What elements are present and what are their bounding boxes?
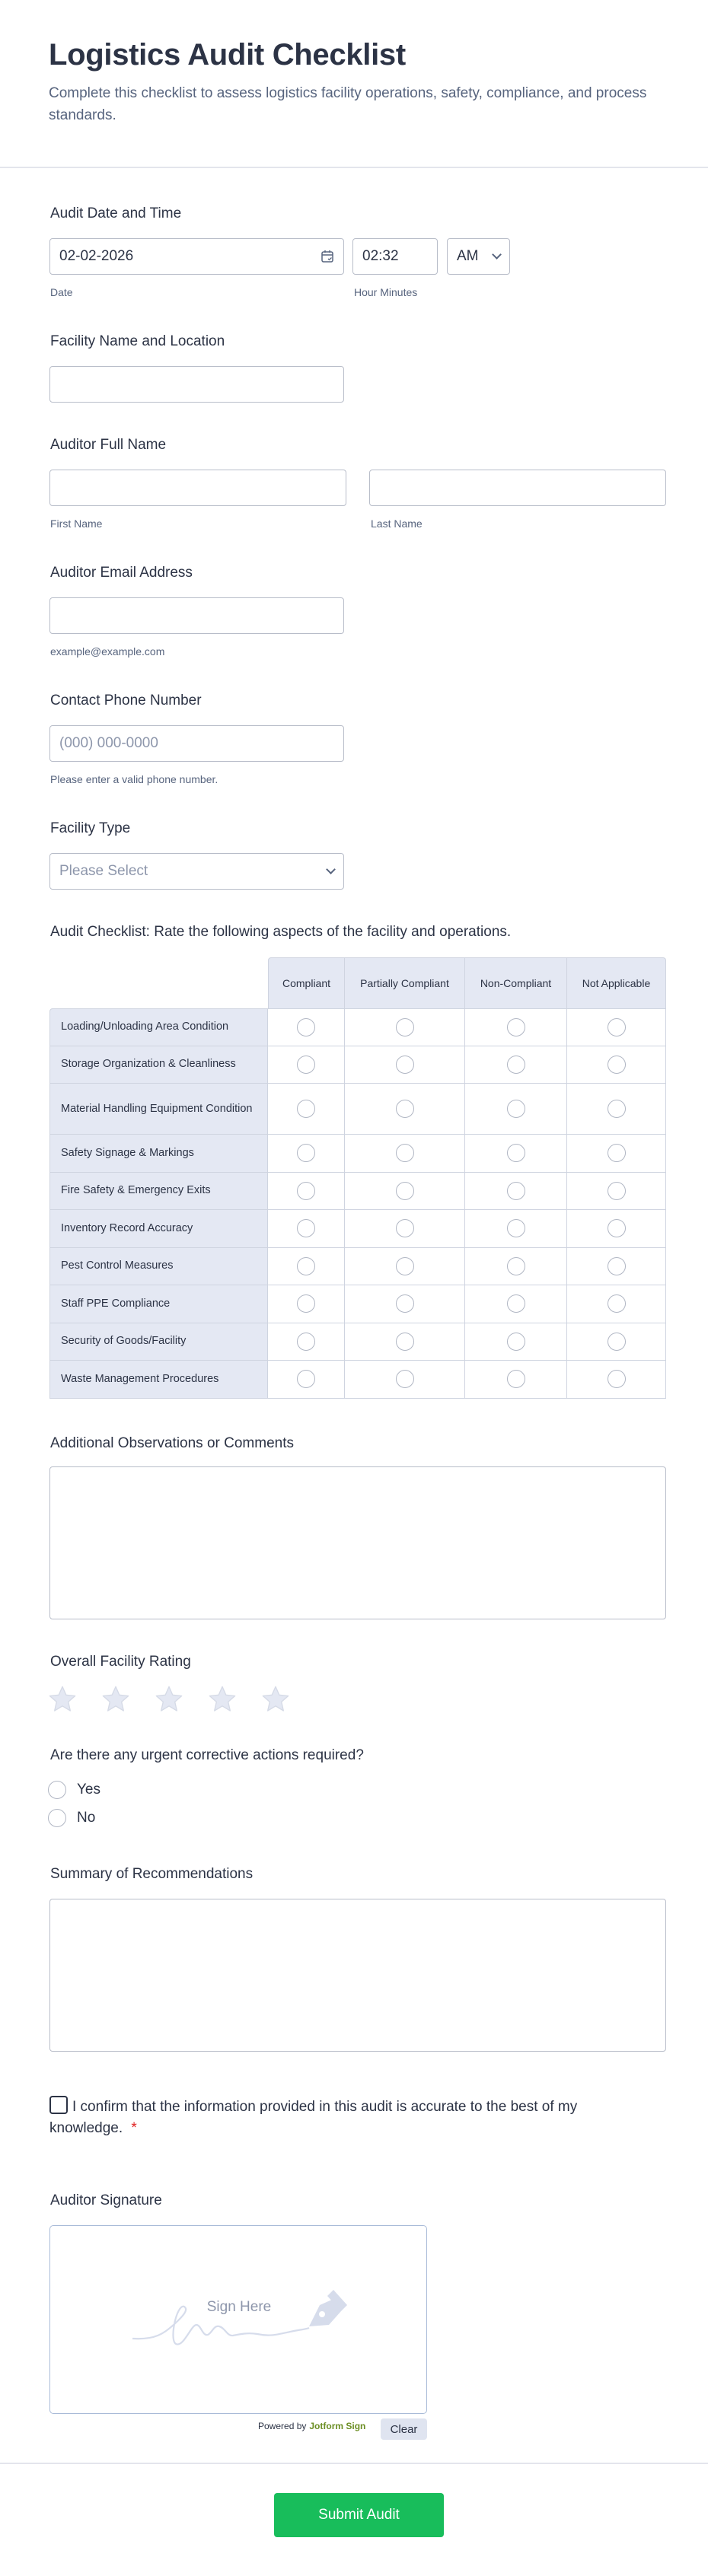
matrix-radio[interactable] [507,1182,525,1200]
auditor-name-label: Auditor Full Name [50,437,167,453]
page-title: Logistics Audit Checklist [49,38,406,72]
sign-here-text: Sign Here [206,2299,272,2315]
row-label: Safety Signage & Markings [49,1135,268,1173]
facility-name-label: Facility Name and Location [50,333,225,349]
summary-label: Summary of Recommendations [50,1866,254,1882]
matrix-cell [465,1084,567,1135]
matrix-cell [567,1361,666,1399]
column-header: Non-Compliant [465,957,567,1008]
audit-datetime-label: Audit Date and Time [50,205,182,221]
jotform-sign-brand[interactable]: Jotform Sign [309,2421,366,2431]
matrix-radio[interactable] [297,1100,315,1118]
matrix-row [49,1248,666,1286]
chevron-down-icon [326,865,336,874]
signature-label: Auditor Signature [50,2192,162,2208]
matrix-radio[interactable] [608,1018,626,1036]
matrix-cell [465,1173,567,1211]
phone-label: Contact Phone Number [50,693,202,708]
matrix-radio[interactable] [396,1257,414,1275]
matrix-radio[interactable] [608,1100,626,1118]
matrix-cell [268,1210,345,1248]
matrix-radio[interactable] [396,1144,414,1162]
matrix-radio[interactable] [297,1018,315,1036]
row-label: Loading/Unloading Area Condition [49,1008,268,1046]
matrix-cell [345,1084,465,1135]
matrix-radio[interactable] [396,1333,414,1351]
matrix-cell [345,1008,465,1046]
matrix-row [49,1046,666,1084]
matrix-row [49,1135,666,1173]
matrix-radio[interactable] [507,1144,525,1162]
phone-sublabel: Please enter a valid phone number. [50,773,218,785]
page-subtitle: Complete this checklist to assess logistics facility operations, safety, compliance, and process standards. [49,85,647,123]
radio-yes[interactable] [48,1781,66,1799]
ampm-value: AM [457,248,479,264]
matrix-cell [268,1173,345,1211]
required-mark: * [131,2120,137,2136]
row-label: Security of Goods/Facility [49,1323,268,1361]
matrix-radio[interactable] [507,1056,525,1074]
checklist-label: Audit Checklist: Rate the following aspects of the facility and operations. [50,924,512,940]
summary-textarea[interactable] [49,1899,666,2052]
confirm-checkbox-row[interactable] [49,2096,582,2139]
last-name-input[interactable] [369,470,666,506]
star-icon[interactable] [154,1684,184,1715]
facility-type-selected: Please Select [59,863,148,879]
row-label: Pest Control Measures [49,1248,268,1286]
row-label: Material Handling Equipment Condition [49,1084,268,1135]
column-header: Partially Compliant [345,957,465,1008]
time-sublabel: Hour Minutes [354,286,418,298]
matrix-cell [567,1248,666,1286]
matrix-row [49,1173,666,1211]
matrix-corner [49,957,268,1008]
powered-by-text: Powered by [258,2421,307,2431]
facility-name-input[interactable] [49,366,344,403]
date-value: 02-02-2026 [59,248,134,264]
matrix-row [49,1323,666,1361]
facility-type-select[interactable] [49,853,344,890]
email-input[interactable] [49,597,344,634]
matrix-cell [268,1285,345,1323]
star-icon[interactable] [47,1684,78,1715]
matrix-radio[interactable] [608,1219,626,1237]
matrix-radio[interactable] [608,1182,626,1200]
audit-checklist-matrix [49,957,666,1399]
star-icon[interactable] [100,1684,131,1715]
row-label: Fire Safety & Emergency Exits [49,1173,268,1211]
matrix-cell [567,1135,666,1173]
matrix-radio[interactable] [396,1294,414,1313]
option-label: Yes [77,1782,100,1797]
matrix-cell [465,1285,567,1323]
matrix-radio[interactable] [297,1257,315,1275]
matrix-row [49,1084,666,1135]
matrix-cell [268,1008,345,1046]
matrix-cell [465,1248,567,1286]
matrix-row [49,1210,666,1248]
column-header: Compliant [268,957,345,1008]
observations-textarea[interactable] [49,1466,666,1619]
matrix-cell [465,1008,567,1046]
column-header: Not Applicable [567,957,666,1008]
matrix-radio[interactable] [608,1056,626,1074]
matrix-radio[interactable] [396,1182,414,1200]
matrix-cell [345,1135,465,1173]
matrix-radio[interactable] [396,1370,414,1388]
confirm-checkbox[interactable] [49,2096,68,2114]
first-name-input[interactable] [49,470,346,506]
ampm-select[interactable] [447,238,510,275]
urgent-option-no[interactable] [48,1809,95,1827]
matrix-radio[interactable] [507,1257,525,1275]
matrix-radio[interactable] [396,1219,414,1237]
matrix-cell [268,1361,345,1399]
matrix-radio[interactable] [507,1100,525,1118]
matrix-cell [268,1046,345,1084]
matrix-cell [345,1323,465,1361]
matrix-cell [345,1361,465,1399]
rating-label: Overall Facility Rating [50,1654,191,1670]
matrix-cell [268,1248,345,1286]
matrix-radio[interactable] [396,1056,414,1074]
urgent-option-yes[interactable] [48,1781,100,1799]
signature-scribble-icon [50,2226,428,2415]
matrix-radio[interactable] [507,1333,525,1351]
time-input[interactable] [352,238,438,275]
matrix-radio[interactable] [297,1219,315,1237]
matrix-radio[interactable] [608,1144,626,1162]
matrix-cell [567,1323,666,1361]
urgent-label: Are there any urgent corrective actions required? [50,1747,364,1763]
matrix-cell [345,1248,465,1286]
confirm-text: I confirm that the information provided in this audit is accurate to the best of my knowledge. [49,2099,578,2136]
matrix-cell [345,1210,465,1248]
first-name-sublabel: First Name [50,517,103,530]
matrix-radio[interactable] [507,1294,525,1313]
radio-no[interactable] [48,1809,66,1827]
matrix-radio[interactable] [297,1294,315,1313]
footer-divider [0,2463,708,2464]
matrix-cell [567,1173,666,1211]
email-sublabel: example@example.com [50,645,165,658]
date-input[interactable] [49,238,344,275]
observations-label: Additional Observations or Comments [50,1435,294,1451]
last-name-sublabel: Last Name [371,517,423,530]
matrix-radio[interactable] [507,1018,525,1036]
matrix-cell [567,1008,666,1046]
matrix-cell [345,1173,465,1211]
star-icon[interactable] [260,1684,291,1715]
option-label: No [77,1810,96,1826]
matrix-radio[interactable] [507,1219,525,1237]
matrix-radio[interactable] [608,1257,626,1275]
matrix-cell [567,1285,666,1323]
star-icon[interactable] [207,1684,238,1715]
matrix-cell [268,1084,345,1135]
matrix-row [49,1361,666,1399]
matrix-cell [465,1361,567,1399]
signature-pad[interactable] [49,2225,427,2414]
email-label: Auditor Email Address [50,565,193,581]
matrix-radio[interactable] [396,1100,414,1118]
header-divider [0,167,708,168]
matrix-row [49,1008,666,1046]
matrix-cell [567,1084,666,1135]
matrix-radio[interactable] [297,1182,315,1200]
matrix-cell [567,1210,666,1248]
date-sublabel: Date [50,286,73,298]
star-rating [47,1684,291,1715]
matrix-row [49,1285,666,1323]
phone-input[interactable] [49,725,344,762]
clear-signature-button[interactable]: Clear [381,2418,427,2440]
row-label: Waste Management Procedures [49,1361,268,1399]
matrix-radio[interactable] [608,1294,626,1313]
matrix-cell [567,1046,666,1084]
row-label: Inventory Record Accuracy [49,1210,268,1248]
chevron-down-icon [492,250,502,260]
row-label: Storage Organization & Cleanliness [49,1046,268,1084]
matrix-radio[interactable] [608,1370,626,1388]
matrix-radio[interactable] [297,1370,315,1388]
matrix-radio[interactable] [396,1018,414,1036]
submit-button[interactable]: Submit Audit [274,2493,444,2537]
matrix-radio[interactable] [297,1144,315,1162]
time-value: 02:32 [362,248,399,264]
matrix-radio[interactable] [297,1056,315,1074]
matrix-cell [345,1285,465,1323]
matrix-radio[interactable] [297,1333,315,1351]
row-label: Staff PPE Compliance [49,1285,268,1323]
matrix-cell [465,1135,567,1173]
calendar-icon[interactable] [321,250,334,263]
matrix-cell [345,1046,465,1084]
phone-placeholder: (000) 000-0000 [59,735,158,751]
facility-type-label: Facility Type [50,820,131,836]
matrix-cell [465,1046,567,1084]
matrix-cell [268,1323,345,1361]
powered-by [258,2421,365,2431]
matrix-radio[interactable] [608,1333,626,1351]
matrix-cell [268,1135,345,1173]
matrix-radio[interactable] [507,1370,525,1388]
matrix-cell [465,1210,567,1248]
matrix-cell [465,1323,567,1361]
